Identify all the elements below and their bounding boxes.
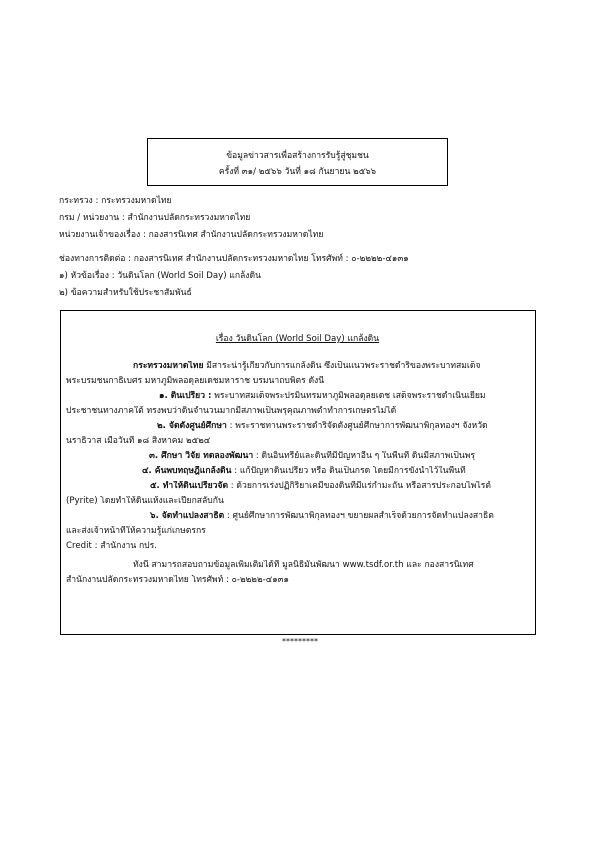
- item-2-text: : พระราชทานพระราชดำริจัดตั้งศูนย์ศึกษาการพัฒนาพิกุลทองฯ จังหวัด: [226, 420, 488, 431]
- article-intro: [66, 361, 529, 376]
- item-6-label: ๖. จัดทำแปลงสาธิต: [150, 510, 225, 521]
- meta-ministry: [59, 196, 172, 207]
- meta-ministry-text: กระทรวง : กระทรวงมหาดไทย: [59, 196, 172, 206]
- article-item-1: [66, 391, 529, 406]
- article-title: เรื่อง วันดินโลก (World Soil Day) แกล้งดิน: [215, 334, 380, 344]
- article-credit: Credit : สำนักงาน กปร.: [66, 540, 157, 551]
- end-marker: *********: [282, 637, 318, 646]
- item-4-label: ๔. ค้นพบทฤษฎีแกล้งดิน: [142, 465, 232, 476]
- article-item-5: [66, 481, 529, 496]
- item-3-text: : ดินอินทรีย์และดินที่มีปัญหาอื่น ๆ ในพื้นที่ ดินมีสภาพเป็นพรุ: [253, 450, 476, 461]
- header-title: ข้อมูลข่าวสารเพื่อสร้างการรับรู้สู่ชุมชน: [226, 151, 369, 161]
- article-closing-line1: ทั้งนี้ สามารถสอบถามข้อมูลเพิ่มเติมได้ที่ มูลนิธิมั่นพัฒนา www.tsdf.or.th และ กองสารนิเทศ: [133, 559, 474, 570]
- article-item-2: [66, 421, 529, 436]
- meta-contact-text: ช่องทางการติดต่อ : กองสารนิเทศ สำนักงานปลัดกระทรวงมหาดไทย โทรศัพท์ : ๐-๒๒๒๒-๔๑๓๑: [59, 254, 409, 264]
- header-box: [147, 138, 448, 186]
- article-item-5-cont: (Pyrite) โดยทำให้ดินแห้งและเปียกสลับกัน: [66, 495, 224, 506]
- article-intro-line2: พระบรมชนกาธิเบศร มหาภูมิพลอดุลยเดชมหาราช บรมนาถบพิตร ดังนี้: [66, 375, 325, 386]
- meta-topic-text: ๑) หัวข้อเรื่อง : วันดินโลก (World Soil Day) แกล้งดิน: [59, 271, 261, 281]
- item-6-text: : ศูนย์ศึกษาการพัฒนาพิกุลทองฯ ขยายผลสำเร็จด้วยการจัดทำแปลงสาธิต: [224, 510, 494, 521]
- meta-department-text: กรม / หน่วยงาน : สำนักงานปลัดกระทรวงมหาดไทย: [59, 213, 251, 223]
- article-closing-line2: สำนักงานปลัดกระทรวงมหาดไทย โทรศัพท์ : ๐-๒๒๒๒-๔๑๓๑: [66, 574, 290, 585]
- meta-pr-message-text: ๒) ข้อความสำหรับใช้ประชาสัมพันธ์: [59, 288, 192, 298]
- item-4-text: : แก้ปัญหาดินเปรี้ยว หรือ ดินเป็นกรด โดยมีการขังน้ำไว้ในพื้นที่: [231, 465, 466, 476]
- article-item-3: [66, 451, 529, 466]
- meta-owner-unit-text: หน่วยงานเจ้าของเรื่อง : กองสารนิเทศ สำนักงานปลัดกระทรวงมหาดไทย: [59, 230, 324, 240]
- meta-pr-message: [59, 288, 192, 299]
- item-1-text: พระบาทสมเด็จพระปรมินทรมหาภูมิพลอดุลยเดช เสด็จพระราชดำเนินเยี่ยม: [211, 390, 486, 401]
- article-item-6-cont: และส่งเจ้าหน้าที่ให้ความรู้แก่เกษตรกร: [66, 525, 206, 536]
- meta-contact: [59, 254, 409, 265]
- article-item-1-cont: ประชาชนทางภาคใต้ ทรงพบว่าดินจำนวนมากมีสภาพเป็นพรุคุณภาพต่ำทำการเกษตรไม่ได้: [66, 405, 397, 416]
- meta-owner-unit: [59, 230, 323, 241]
- meta-department: [59, 213, 250, 224]
- item-5-label: ๕. ทำให้ดินเปรี้ยวจัด: [150, 480, 229, 491]
- article-item-2-cont: นราธิวาส เมื่อวันที่ ๑๘ สิงหาคม ๒๕๒๔: [66, 435, 211, 446]
- article-intro-bold: กระทรวงมหาดไทย: [133, 360, 204, 371]
- header-issue-line: ครั้งที่ ๓๑/ ๒๕๖๖ วันที่ ๑๘ กันยายน ๒๕๖๖: [218, 166, 377, 177]
- article-box: [60, 310, 536, 635]
- article-item-6: [66, 511, 529, 526]
- item-2-label: ๒. จัดตั้งศูนย์ศึกษา: [157, 420, 227, 431]
- meta-topic: [59, 271, 261, 282]
- article-intro-rest: มีสาระน่ารู้เกี่ยวกับการแกล้งดิน ซึ่งเป็นแนวพระราชดำริของพระบาทสมเด็จ: [203, 360, 481, 371]
- item-3-label: ๓. ศึกษา วิจัย ทดลองพัฒนา: [149, 450, 254, 461]
- item-1-label: ๑. ดินเปรี้ยว :: [159, 390, 212, 401]
- article-item-4: [66, 466, 529, 481]
- item-5-text: : ด้วยการเร่งปฏิกิริยาเคมีของดินที่มีแร่กำมะถัน หรือสารประกอบไพไรต์: [228, 480, 491, 491]
